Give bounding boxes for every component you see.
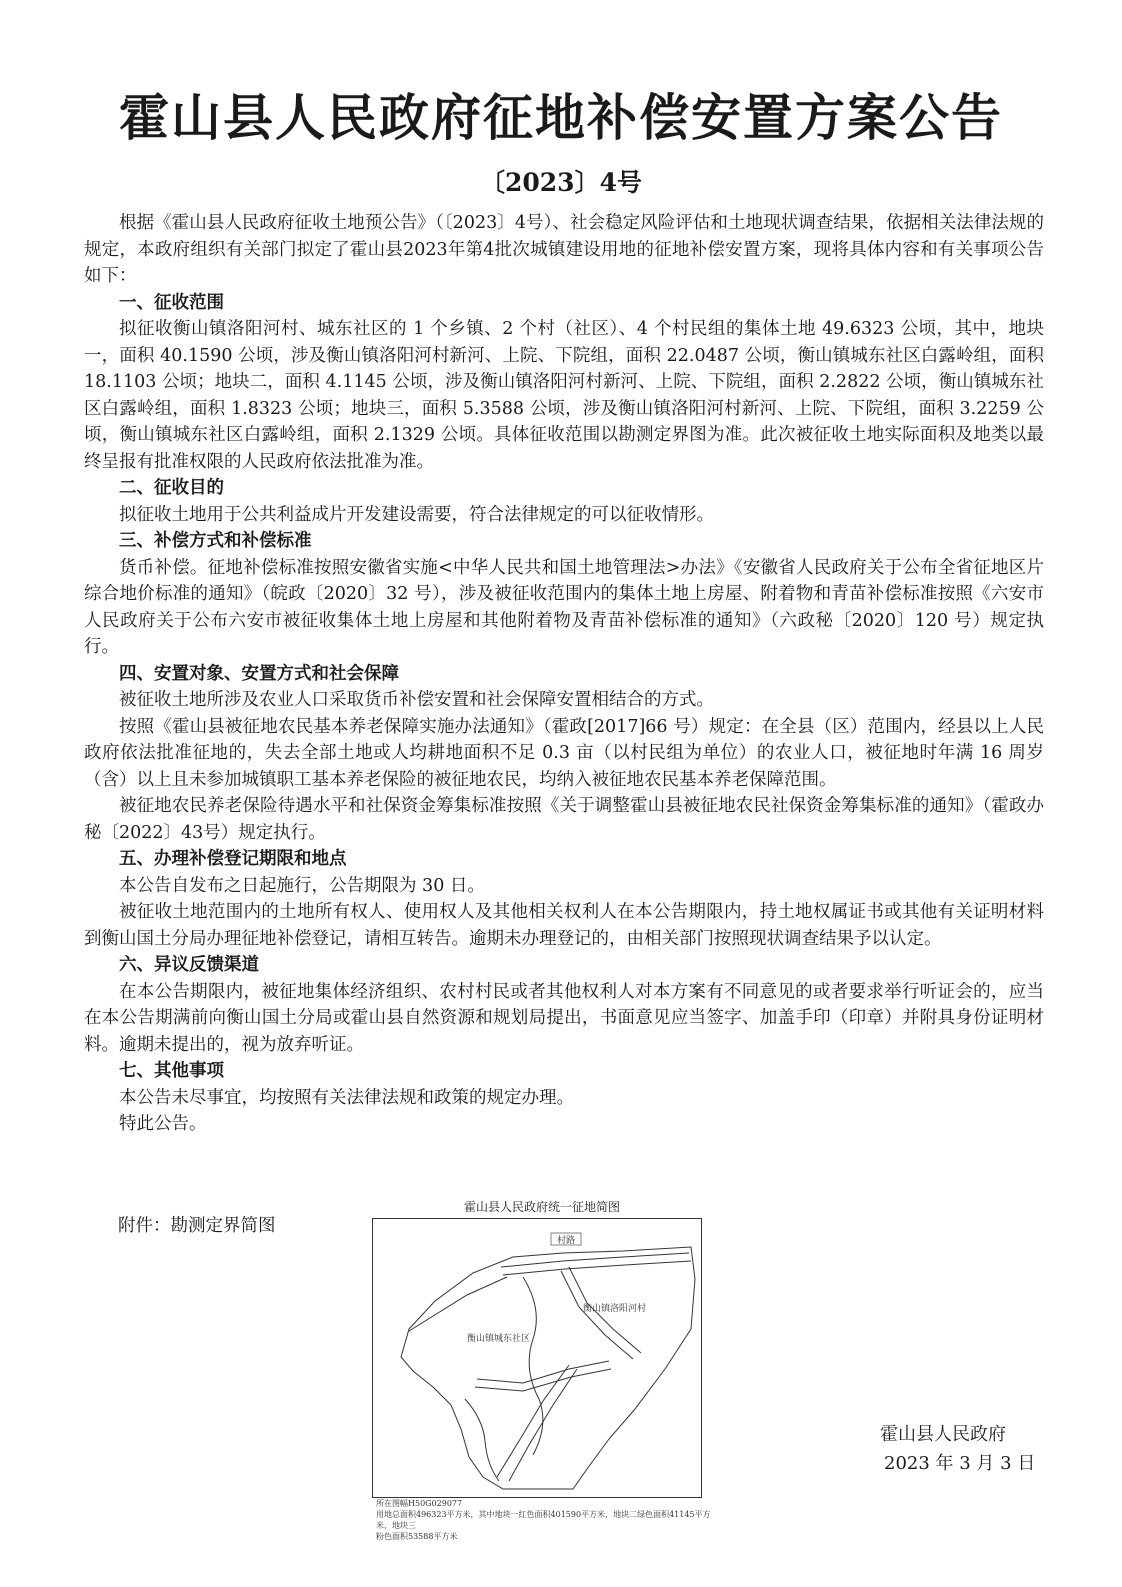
section-paragraph: 本公告未尽事宜，均按照有关法律法规和政策的规定办理。 xyxy=(119,1087,574,1108)
map-label-road: 村路 xyxy=(557,1236,576,1246)
map-note: 用地总面积496323平方米，其中地块一红色面积401590平方米，地块二绿色面积41145平方米，地块三 xyxy=(376,1510,711,1530)
section-heading-objection: 六、异议反馈渠道 xyxy=(119,955,259,975)
section-heading-purpose: 二、征收目的 xyxy=(119,478,224,498)
section-paragraph: 货币补偿。征地补偿标准按照安徽省实施<中华人民共和国土地管理法>办法》《安徽省人民政府关于公布全省征地区片综合地价标准的通知》（皖政〔2020〕32 号），涉及被征收范围内的集体土地上房屋、附着物和青苗补偿标准按照《六安市人民政府关于公布六安市被征收集体土地上房屋和其他附着物及青苗补偿标准的通知》（六政秘〔2020〕120 号）规定执行。 xyxy=(84,557,1044,657)
map-label-community: 衡山镇城东社区 xyxy=(467,1334,531,1344)
map-note: 粉色面积53588平方米 xyxy=(376,1532,458,1541)
section-heading-compensation: 三、补偿方式和补偿标准 xyxy=(119,531,312,551)
section-paragraph: 拟征收衡山镇洛阳河村、城东社区的 1 个乡镇、2 个村（社区）、4 个村民组的集体土地 49.6323 公顷，其中，地块一，面积 40.1590 公顷，涉及衡山镇洛阳河村新河、上院、下院组，面积 22.0487 公顷，衡山镇城东社区白露岭组，面积 18.1103 公顷；地块二，面积 4.1145 公顷，涉及衡山镇洛阳河村新河、上院、下院组，面积 2.2822 公顷，衡山镇城东社区白露岭组，面积 1.8323 公顷；地块三，面积 5.3588 公顷，涉及衡山镇洛阳河村新河、上院、下院组，面积 3.2259 公顷，衡山镇城东社区白露岭组，面积 2.1329 公顷。具体征收范围以勘测定界图为准。此次被征收土地实际面积及地类以最终呈报有批准权限的人民政府依法批准为准。 xyxy=(84,319,1044,472)
section-paragraph: 拟征收土地用于公共利益成片开发建设需要，符合法律规定的可以征收情形。 xyxy=(119,504,714,525)
section-heading-scope: 一、征收范围 xyxy=(119,292,224,313)
map-notes xyxy=(376,1498,716,1542)
section-paragraph: 本公告自发布之日起施行，公告期限为 30 日。 xyxy=(119,875,485,896)
map-title: 霍山县人民政府统一征地简图 xyxy=(463,1200,620,1214)
boundary-map-drawing xyxy=(373,1219,701,1497)
intro-paragraph: 根据《霍山县人民政府征收土地预公告》（〔2023〕4号）、社会稳定风险评估和土地现状调查结果，依据相关法律法规的规定，本政府组织有关部门拟定了霍山县2023年第4批次城镇建设用地的征地补偿安置方案，现将具体内容和有关事项公告如下： xyxy=(84,213,1044,286)
issuing-authority: 霍山县人民政府 xyxy=(880,1424,1006,1445)
section-heading-registration: 五、办理补偿登记期限和地点 xyxy=(119,849,347,869)
section-paragraph: 被征收土地所涉及农业人口采取货币补偿安置和社会保障安置相结合的方式。 xyxy=(119,690,714,710)
section-heading-other: 七、其他事项 xyxy=(119,1061,224,1081)
section-paragraph: 在本公告期限内，被征地集体经济组织、农村村民或者其他权利人对本方案有不同意见的或者要求举行听证会的，应当在本公告期满前向衡山国土分局或霍山县自然资源和规划局提出，书面意见应当签字、加盖手印（印章）并附具身份证明材料。逾期未提出的，视为放弃听证。 xyxy=(84,981,1044,1055)
map-label-village: 衡山镇洛阳河村 xyxy=(583,1304,647,1314)
document-number: 〔2023〕4号 xyxy=(480,168,642,197)
issue-date: 2023 年 3 月 3 日 xyxy=(884,1453,1036,1474)
section-heading-resettlement: 四、安置对象、安置方式和社会保障 xyxy=(119,663,399,684)
document-body xyxy=(84,210,1044,1138)
section-paragraph: 被征收土地范围内的土地所有权人、使用权人及其他相关权利人在本公告期限内，持土地权属证书或其他有关证明材料到衡山国土分局办理征地补偿登记，请相互转告。逾期未办理登记的，由相关部门按照现状调查结果予以认定。 xyxy=(84,902,1044,949)
section-paragraph: 被征地农民养老保险待遇水平和社保资金筹集标准按照《关于调整霍山县被征地农民社保资金筹集标准的通知》（霍政办秘〔2022〕43号）规定执行。 xyxy=(84,796,1044,843)
attachment-label: 附件：勘测定界简图 xyxy=(118,1216,276,1236)
closing-line: 特此公告。 xyxy=(119,1114,207,1134)
map-note: 所在图幅H50G029077 xyxy=(376,1499,463,1508)
section-paragraph: 按照《霍山县被征地农民基本养老保障实施办法通知》（霍政[2017]66 号）规定：在全县（区）范围内，经县以上人民政府依法批准征地的，失去全部土地或人均耕地面积不足 0.3 亩（以村民组为单位）的农业人口，被征地时年满 16 周岁（含）以上且未参加城镇职工基本养老保险的被征地农民，均纳入被征地农民基本养老保障范围。 xyxy=(84,716,1044,790)
boundary-map xyxy=(372,1218,702,1498)
document-title: 霍山县人民政府征地补偿安置方案公告 xyxy=(119,89,1003,147)
